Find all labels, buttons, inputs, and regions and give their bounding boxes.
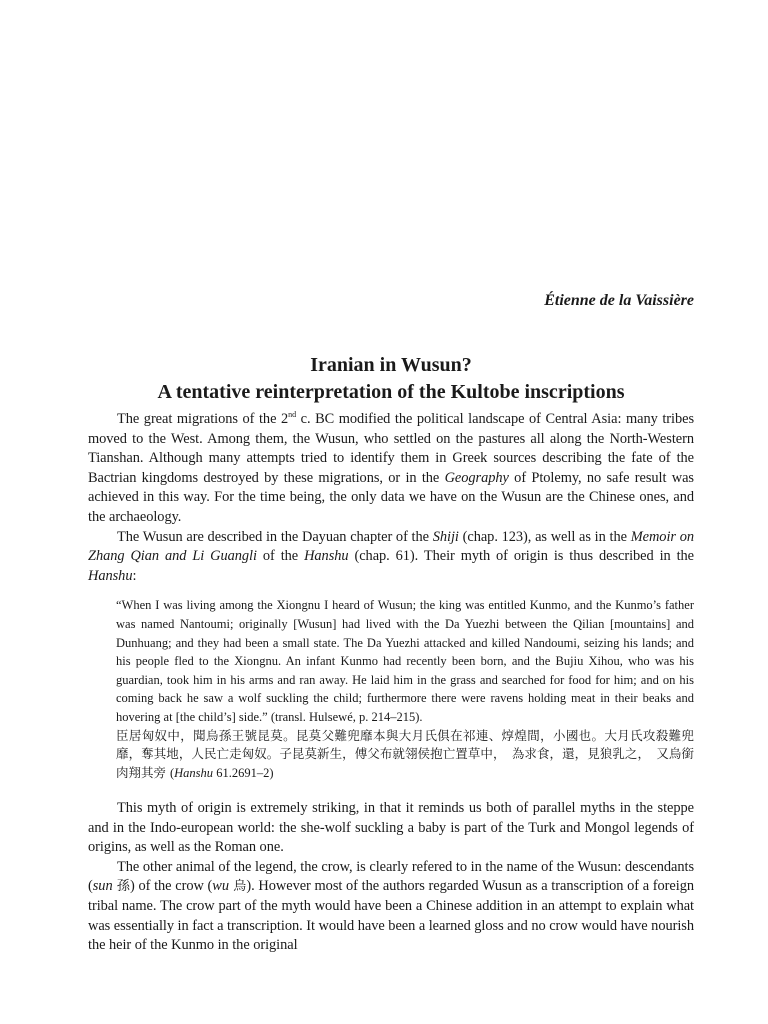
title-line-1: Iranian in Wusun? — [310, 354, 472, 376]
p1-text-c: of Ptolemy, no safe result was achieved in this way. For the time being, the only data we have on the Wusun are the Chinese ones, and the archaeology. — [88, 469, 694, 525]
citation-ref: 61.2691–2) — [213, 765, 274, 780]
p2-memoir-title: Memoir on Zhang Qian and Li Guangli — [88, 528, 694, 565]
paragraph-1 — [88, 410, 694, 528]
p1-geography-title: Geography — [444, 469, 509, 486]
p2-text-d: (chap. 61). Their myth of origin is thus described in the — [348, 548, 695, 565]
p1-superscript: nd — [288, 410, 297, 420]
p4-wu-word: wu — [212, 878, 229, 895]
p1-text-b: c. BC modified the political landscape of Central Asia: many tribes moved to the West. Among them, the Wusun, who settled on the pastures all along the North-Western Tianshan. Although many attempts tried to identify them in Greek sources describing the fate of the Bactrian kingdoms destroyed by these migrations, or in the — [88, 411, 694, 486]
p2-text-c: of the — [256, 548, 305, 565]
p2-text-e: : — [132, 567, 137, 584]
body-bottom — [88, 799, 694, 956]
citation-open-paren: ( — [169, 765, 175, 780]
p2-text-b: (chap. 123), as well as in the — [458, 528, 631, 545]
p4-text-c: ). However most of the authors regarded Wusun as a transcription of a foreign tribal name. The crow part of the myth would have been a Chinese addition in an attempt to explain what was essentially in fact a transcription. It would have been a learned gloss and no crow would have nourish the heir of the Kunmo in the original — [88, 878, 694, 954]
body-top — [88, 410, 694, 782]
page — [88, 0, 694, 1024]
chinese-citation — [170, 766, 274, 780]
p2-hanshu-title-1: Hanshu — [304, 548, 349, 565]
p4-wu-character: 烏 — [228, 879, 247, 895]
article-title — [88, 352, 694, 406]
p4-sun-character: 孫 — [112, 879, 130, 895]
chinese-quote — [116, 727, 694, 783]
p2-hanshu-title-2: Hanshu — [88, 567, 133, 584]
chinese-text: 臣居匈奴中，聞烏孫王號昆莫。昆莫父難兜靡本與大月氏俱在祁連、焞煌間，小國也。大月氏攻殺難兜靡，奪其地，人民亡走匈奴。子昆莫新生，傅父布就翎侯抱亡置草中， 為求食，還，見狼乳之， 又烏銜肉翔其旁 — [116, 727, 694, 780]
paragraph-2 — [88, 528, 694, 587]
p4-sun-word: sun — [92, 878, 113, 895]
paragraph-3: This myth of origin is extremely striking, in that it reminds us both of parallel myths in the steppe and in the Indo-european world: the she-wolf suckling a baby is part of the Turk and Mongol legends of origins, as well as the Roman one. — [88, 800, 694, 856]
block-quote: “When I was living among the Xiongnu I heard of Wusun; the king was entitled Kunmo, and the Kunmo’s father was named Nantoumi; originally [Wusun] had lived with the Da Yuezhi between the Qilian [mountains] and Dunhuang; and they had been a small state. The Da Yuezhi attacked and killed Nandoumi, seizing his lands; and his people fled to the Xiongnu. An infant Kunmo had recently been born, and the Bujiu Xihou, who was his guardian, took him in his arms and ran away. He laid him in the grass and searched for food for him; and on his coming back he saw a wolf suckling the child; furthermore there were ravens holding meat in their beaks and hovering at [the child’s] side.” (transl. Hulsewé, p. 214–215). — [116, 598, 694, 724]
paragraph-4 — [88, 858, 694, 956]
author-name: Étienne de la Vaissière — [544, 292, 694, 309]
p4-text-b: ) of the crow ( — [130, 878, 213, 895]
citation-hanshu: Hanshu — [174, 765, 214, 780]
p2-shiji-title: Shiji — [432, 528, 459, 545]
p4-text-a: The other animal of the legend, the crow, is clearly refered to in the name of the Wusun: descendants ( — [88, 858, 694, 895]
p1-text-a: The great migrations of the 2 — [117, 411, 289, 427]
p2-text-a: The Wusun are described in the Dayuan chapter of the — [117, 528, 433, 545]
title-line-2: A tentative reinterpretation of the Kultobe inscriptions — [157, 381, 625, 403]
